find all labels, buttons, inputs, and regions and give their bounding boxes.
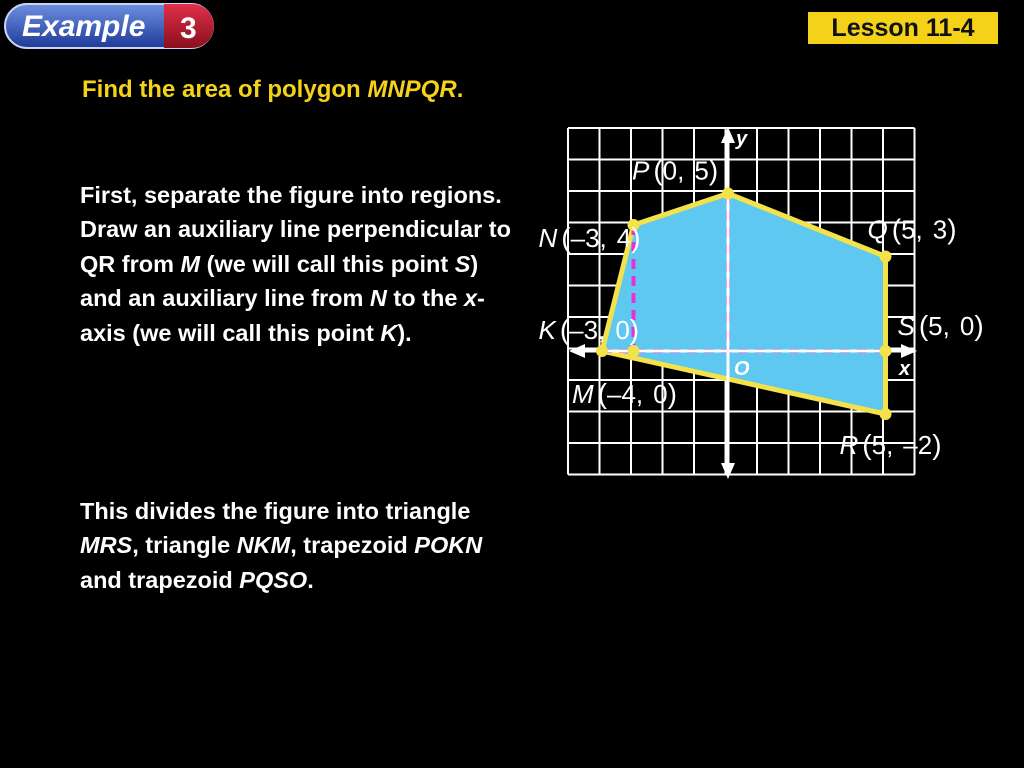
point-y: 5	[694, 155, 709, 186]
point-x: 5,	[928, 311, 950, 341]
p1-text-3: ) and an auxiliary line from	[80, 250, 479, 312]
p1-text-4: to the	[386, 285, 464, 312]
point-label-p	[632, 155, 718, 186]
point-x: 5,	[871, 430, 894, 460]
title-prefix: Find the area of polygon	[82, 76, 368, 103]
vertex-dot-q	[880, 251, 892, 263]
paren-open: (	[561, 222, 571, 253]
point-label-q	[868, 214, 957, 245]
p2-var-nkm: NKM	[236, 532, 291, 559]
instruction-paragraph	[80, 178, 520, 350]
paren-close: )	[708, 154, 719, 186]
paren-open: (	[559, 314, 570, 345]
vertex-dot-m	[596, 345, 608, 357]
point-y: 0	[615, 315, 630, 345]
point-label-s	[898, 310, 984, 341]
point-x: –3,	[569, 315, 606, 345]
p1-var-s: S	[454, 250, 471, 277]
p1-var-n: N	[369, 285, 387, 312]
p2-text-2: , triangle	[132, 532, 237, 559]
lesson-label: Lesson 11-4	[808, 12, 998, 44]
origin-label: O	[734, 358, 750, 380]
y-axis-label: y	[736, 128, 748, 150]
p2-text-1: This divides the figure into triangle	[80, 498, 471, 524]
point-label-k	[539, 314, 640, 345]
p2-text-3: , trapezoid	[290, 532, 415, 559]
point-name: R	[839, 430, 859, 460]
p1-text-2: (we will call this point	[200, 250, 455, 277]
example-badge	[4, 2, 216, 50]
vertex-dot-s	[880, 345, 892, 357]
paren-open: (	[597, 378, 607, 409]
point-y: 4	[616, 223, 632, 253]
point-name: S	[897, 311, 915, 341]
point-x: –3,	[570, 223, 607, 253]
paren-open: (	[891, 213, 902, 245]
p2-text-5: .	[307, 566, 314, 593]
p1-text-5: -axis (we will call this point	[80, 285, 485, 346]
p2-var-pokn: POKN	[414, 532, 483, 559]
title-polygon: MNPQR	[367, 76, 457, 103]
p1-var-m: M	[180, 250, 201, 277]
p2-var-mrs: MRS	[80, 532, 133, 559]
point-label-m	[572, 378, 677, 409]
paren-close: )	[631, 222, 641, 253]
vertex-dot-p	[722, 188, 734, 200]
point-x: 5,	[901, 214, 923, 245]
point-name: K	[538, 315, 556, 345]
page-title	[82, 76, 463, 104]
paren-open: (	[862, 429, 872, 460]
vertex-dot-r	[880, 408, 892, 420]
point-y: 3	[932, 214, 948, 245]
p1-var-k: K	[380, 319, 398, 346]
point-name: Q	[867, 214, 888, 245]
x-axis-arrow-left	[569, 344, 585, 358]
paren-open: (	[653, 154, 663, 186]
point-y: –2	[903, 430, 933, 460]
y-axis-arrow-down	[721, 463, 735, 479]
example-number: 3	[180, 12, 197, 45]
p2-var-pqso: PQSO	[239, 566, 308, 593]
point-name: P	[632, 155, 650, 186]
point-y: 0	[653, 379, 668, 409]
point-label-n	[539, 222, 641, 253]
point-label-r	[840, 429, 942, 460]
paren-close: )	[667, 378, 677, 409]
point-x: –4,	[607, 379, 644, 409]
p1-text-6: ).	[397, 319, 412, 346]
point-y: 0	[959, 311, 975, 341]
vertex-dot-k	[628, 345, 640, 357]
point-x: 0,	[662, 155, 685, 186]
p2-text-4: and trapezoid	[80, 566, 240, 593]
example-label: Example	[22, 10, 146, 43]
point-name: N	[538, 223, 558, 253]
paren-close: )	[629, 314, 640, 345]
paren-close: )	[974, 310, 984, 341]
title-suffix: .	[456, 76, 464, 103]
paren-close: )	[947, 213, 957, 245]
paren-open: (	[918, 310, 929, 341]
p1-text-1: First, separate the figure into regions. Draw an auxiliary line perpendicular to QR from	[80, 182, 511, 277]
paren-close: )	[932, 429, 942, 460]
point-name: M	[572, 379, 594, 409]
p1-var-x: x	[463, 285, 478, 312]
x-axis-label: x	[899, 358, 911, 380]
coordinate-diagram	[538, 125, 1005, 485]
y-axis-arrow-up	[721, 127, 735, 143]
conclusion-paragraph	[80, 494, 520, 597]
